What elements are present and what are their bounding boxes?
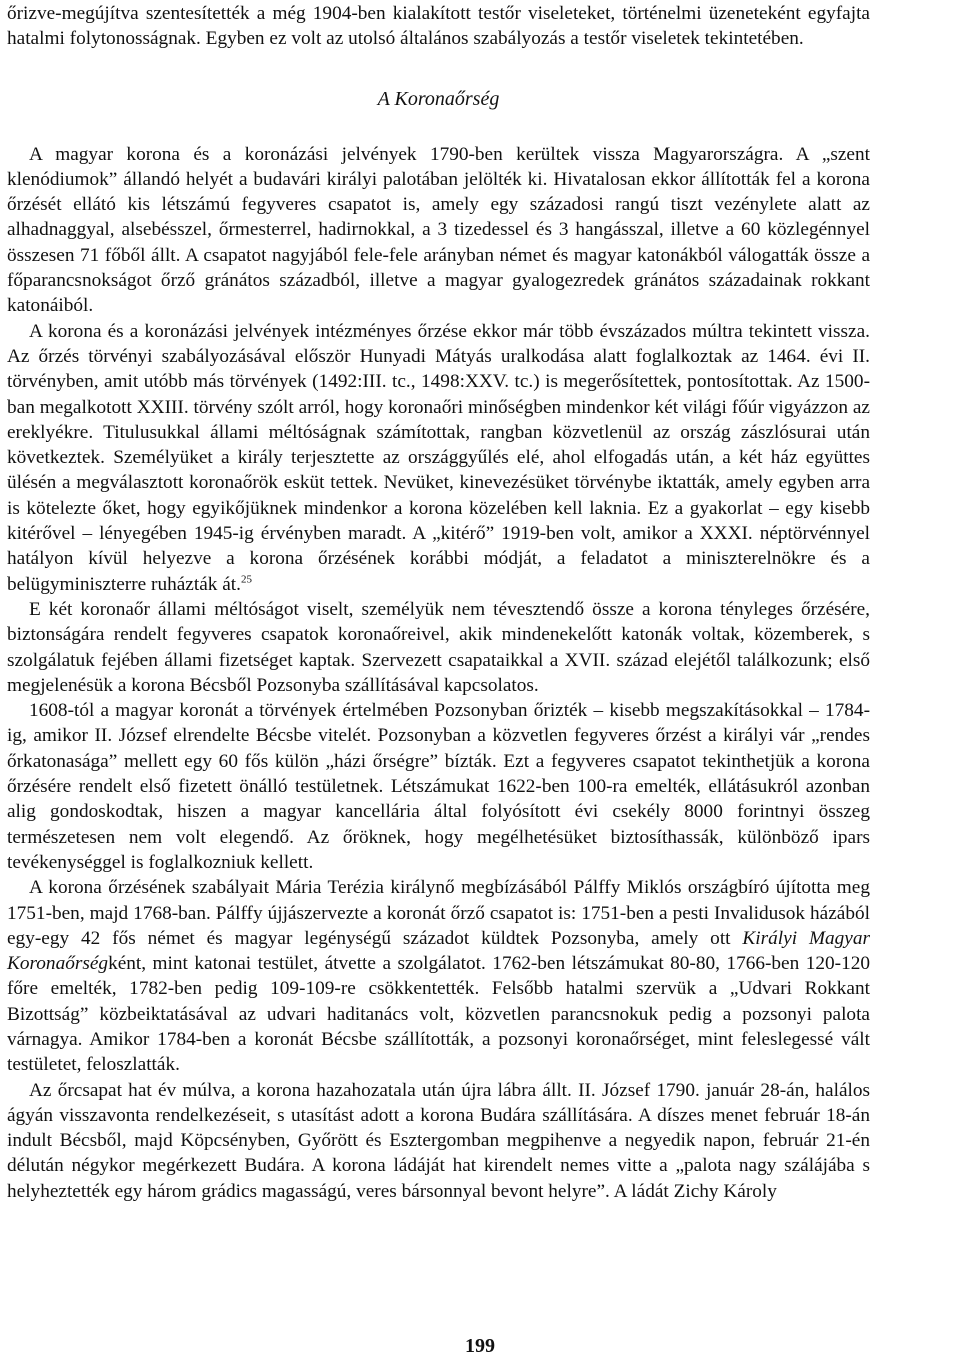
paragraph-text: A korona és a koronázási jelvények intézményes őrzése ekkor már több évszázados múltra tekintett vissza. Az őrzés törvényi szabályozásával először Hunyadi Mátyás uralkodása alatt foglalkoztak az 1464. évi II. törvényben, amit utóbb más törvények (1492:III. tc., 1498:XXV. tc.) is megerősítettek, pontosítottak. Az 1500-ban megalkotott XXIII. törvény szólt arról, hogy koronaőri minőségben mindenkor két világi főúr vigyázzon az ereklyékre. Titulusukkal állami méltóságnak számítottak, rangban közvetlenül az ország zászlósurai után következtek. Személyüket a király terjesztette az országgyűlés elé, ahol elfogadás után, a két ház együttes ülésén a megválasztott koronaőrök esküt tettek. Nevüket, kinevezésüket törvénybe iktatták, amely egyben arra is kötelezte őket, hogy egyikőjüknek mindenkor a korona közelében kell laknia. Ez a gyakorlat – egy kisebb kitérővel – lényegében 1945-ig érvényben maradt. A „kitérő” 1919-ben volt, amikor a XXXI. néptörvénnyel hatályon kívül helyezve a korona őrzésének korábbi módját, a feladatot a miniszterelnökre és a belügyminiszterre ruházták át. <box>7 320 870 595</box>
paragraph: E két koronaőr állami méltóságot viselt, személyük nem tévesztendő össze a korona tényleges őrzésére, biztonságára rendelt fegyveres csapatok koronaőreivel, akik mindenekelőtt katonák voltak, közemberek, s szolgálatuk fejében állami fizetséget kaptak. Szervezett csapataikkal a XVII. század elejétől találkozunk; első megjelenésük a korona Bécsből Pozsonyba szállításával kapcsolatos. <box>7 598 870 696</box>
spacer <box>7 112 870 142</box>
page-number: 199 <box>465 1335 495 1357</box>
paragraph: 1608-tól a magyar koronát a törvények értelmében Pozsonyban őrizték – kisebb megszakításokkal – 1784-ig, amikor II. József elrendelte Bécsbe vitelét. Pozsonyban a közvetlen fegyveres őrzést a királyi vár „rendes őrkatonasága” mellett egy 60 fős külön „házi őrségre” bízták. Ezt a fegyveres csapatot tekinthetjük a korona őrzésére rendelt első fizetett önálló testületnek. Létszámukat 1622-ben 100-ra emelték, ellátásukról azonban alig gondoskodtak, hiszen a magyar kancellária által folyósított évi csekély 8000 forintnyi összeg természetesen nem volt elegendő. Az őröknek, hogy megélhetésüket biztosíthassák, különböző ipars tevékenységgel is foglalkozniuk kellett. <box>7 700 870 873</box>
section-title: A Koronaőrség <box>377 87 500 110</box>
paragraph-text: ként, mint katonai testület, átvette a szolgálatot. 1762-ben létszámukat 80-80, 1766-ben 120-120 főre emelték, 1782-ben pedig 109-109-re csökkentették. Felsőbb hatalmi szervük a „Udvari Rokkant Bizottság” közbeiktatásával az udvari haditanács volt, közvetlen parancsnokuk pedig a pozsonyi palota várnagya. Amikor 1784-ben a koronát Bécsbe szállították, a pozsonyi koronaőrséget, mint feleslegessé vált testületet, feloszlatták. <box>7 953 870 1076</box>
paragraph-text: A korona őrzésének szabályait Mária Terézia királynő megbízásából Pálffy Miklós országbíró újította meg 1751-ben, majd 1768-ban. Pálffy újjászervezte a koronát őrző csapatot is: 1751-ben a pesti Invalidusok házából egy-egy 42 fős német és magyar legénységű századot küldtek Pozsonyba, amely ott <box>7 877 870 949</box>
footnote-marker: 25 <box>240 573 252 586</box>
paragraph <box>7 875 870 1077</box>
paragraph <box>7 319 870 597</box>
text-column <box>7 1 870 1204</box>
paragraph: Az őrcsapat hat év múlva, a korona hazahozatala után újra lábra állt. II. József 1790. január 28-án, halálos ágyán visszavonta rendelkezéseit, s utasítást adott a korona Budára szállítására. A díszes menet február 18-án indult Bécsből, majd Köpcsényben, Győrött és Esztergomban megpihenve a negyedik napon, február 21-én délután négykor megérkezett Budára. A korona ládáját hat kirendelt nemes vitte a „palota nagy szálájába s helyheztették egy három grádics magasságú, veres bársonnyal bevont helyre”. A ládát Zichy Károly <box>7 1079 870 1202</box>
paragraph: A magyar korona és a koronázási jelvények 1790-ben kerültek vissza Magyarországra. A „szent klenódiumok” állandó helyét a budavári királyi palotában jelölték ki. Hivatalosan ekkor állították fel a korona őrzését ellátó kis létszámú fegyveres csapatot is, amely egy századosi rangú tiszt vezénylete alatt az alhadnaggyal, alsebésszel, őrmesterrel, hadirnokkal, a 3 tizedessel és 3 hangásszal, illetve a 60 közlegénnyel összesen 71 főből állt. A csapatot nagyjából fele-fele arányban német és magyar katonákból válogatták össze a főparancsnokságot őrző gránátos századból, illetve a magyar gyalogezredek gránátos századainak rokkant katonáiból. <box>7 143 870 317</box>
italic-term: Királyi Magyar Koronaőrség <box>7 927 870 975</box>
spacer <box>7 52 870 87</box>
paragraph-continuation: őrizve-megújítva szentesítették a még 1904-ben kialakított testőr viseleteket, történelmi üzeneteként egyfajta hatalmi folytonosságnak. Egyben ez volt az utolsó általános szabályozás a testőr viseletek tekintetében. <box>7 3 870 50</box>
